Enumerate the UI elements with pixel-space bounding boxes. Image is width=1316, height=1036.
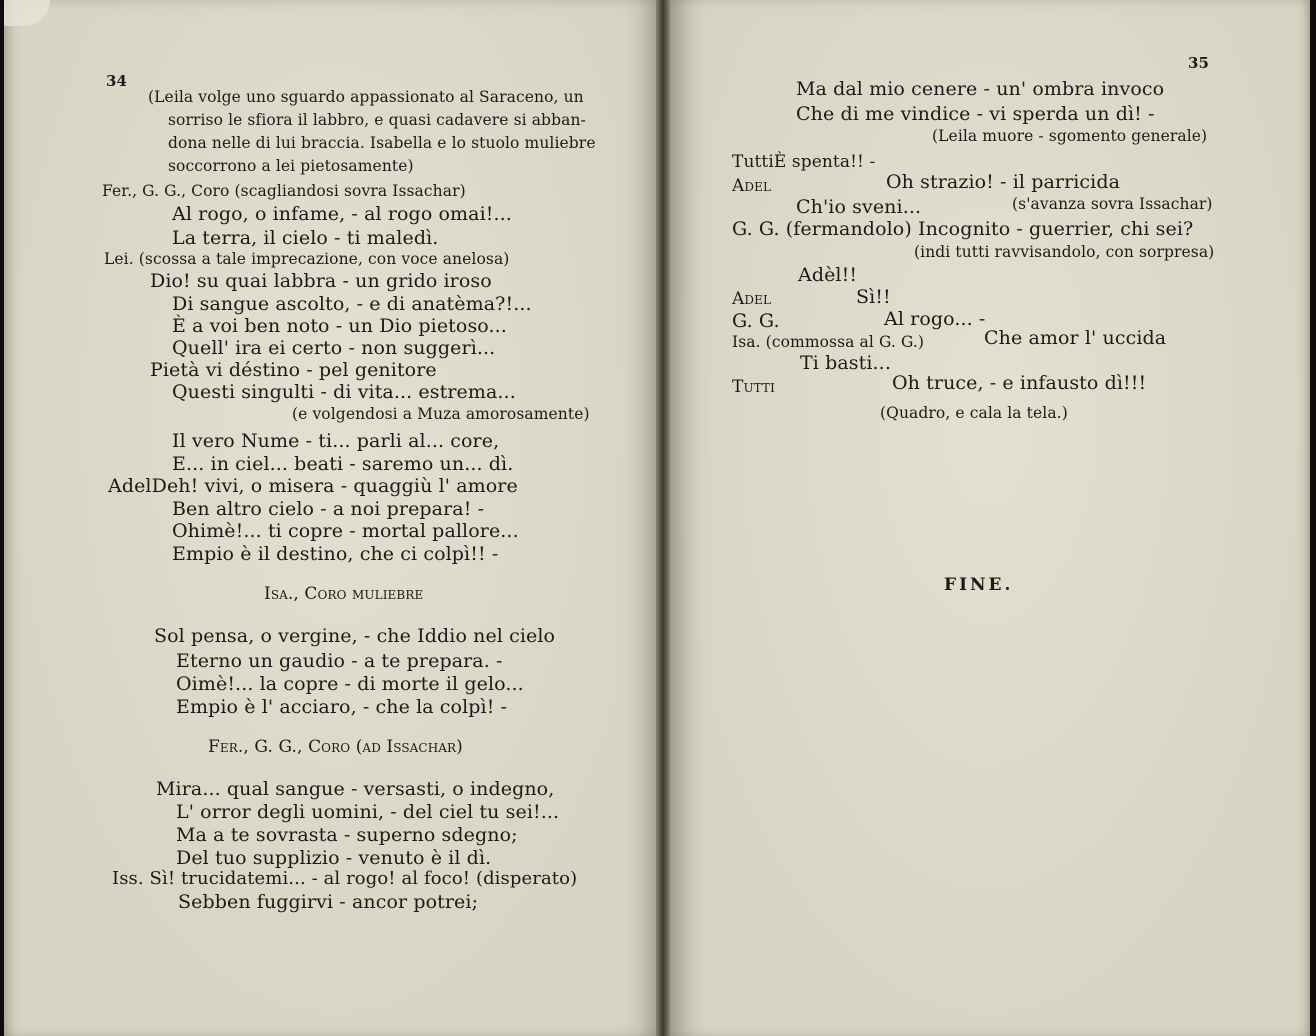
speaker-line: G. G. (fermandolo) Incognito - guerrier, chi sei? — [732, 218, 1194, 240]
verse-line: Sol pensa, o vergine, - che Iddio nel cielo — [154, 625, 556, 647]
verse-line: Sebben fuggirvi - ancor potrei; — [178, 891, 479, 913]
page-number-left: 34 — [106, 72, 128, 90]
verse-line: Dio! su quai labbra - un grido iroso — [150, 270, 492, 292]
verse-line: Oh truce, - e infausto dì!!! — [892, 372, 1147, 394]
speaker-name: Tutti — [732, 377, 775, 397]
stage-direction: (Leila muore - sgomento generale) — [932, 127, 1208, 145]
verse-line: Mira... qual sangue - versasti, o indegno, — [156, 778, 555, 800]
speaker-line: Iss. Sì! trucidatemi... - al rogo! al foco! (disperato) — [112, 868, 578, 889]
verse-line: Quell' ira ei certo - non suggerì... — [172, 337, 496, 359]
speaker-line: TuttiÈ spenta!! - — [732, 152, 876, 172]
stage-direction: (e volgendosi a Muza amorosamente) — [292, 405, 590, 423]
speaker-line: Isa. (commossa al G. G.) — [732, 333, 925, 351]
stage-direction: (Leila volge uno sguardo appassionato al Saraceno, un — [148, 88, 584, 106]
verse-line: E... in ciel... beati - saremo un... dì. — [172, 453, 514, 475]
folded-corner — [4, 0, 50, 26]
verse-line: Empio è il destino, che ci colpì!! - — [172, 543, 499, 565]
verse-line: Sì!! — [856, 286, 891, 308]
stage-direction: soccorrono a lei pietosamente) — [168, 157, 414, 175]
speaker-line: AdelDeh! vivi, o misera - quaggiù l' amore — [108, 475, 518, 497]
speaker-line: Lei. (scossa a tale imprecazione, con voce anelosa) — [104, 250, 510, 268]
verse-line: Al rogo... - — [884, 308, 986, 330]
verse-line: L' orror degli uomini, - del ciel tu sei!... — [176, 801, 560, 823]
book-gutter — [656, 0, 670, 1036]
verse-line: Che di me vindice - vi sperda un dì! - — [796, 103, 1155, 125]
page-number-right: 35 — [1188, 54, 1210, 72]
verse-line: Ben altro cielo - a noi prepara! - — [172, 498, 485, 520]
verse-line: Ohimè!... ti copre - mortal pallore... — [172, 520, 519, 542]
verse-line: Ti basti... — [800, 352, 891, 374]
verse-line: Al rogo, o infame, - al rogo omai!... — [172, 203, 512, 225]
speaker-line: Fer., G. G., Coro (scagliandosi sovra Issachar) — [102, 182, 466, 200]
verse-line: Adèl!! — [798, 264, 858, 286]
verse-line: Che amor l' uccida — [984, 327, 1167, 349]
verse-line: È a voi ben noto - un Dio pietoso... — [172, 315, 507, 337]
verse-line: Questi singulti - di vita... estrema... — [172, 381, 516, 403]
verse-line: La terra, il cielo - ti maledì. — [172, 227, 439, 249]
verse-line: Ma dal mio cenere - un' ombra invoco — [796, 78, 1165, 100]
section-heading: Isa., Coro muliebre — [264, 584, 424, 604]
verse-line: Del tuo supplizio - venuto è il dì. — [176, 847, 492, 869]
speaker-name: G. G. — [732, 310, 780, 332]
verse-line: Pietà vi déstino - pel genitore — [150, 359, 437, 381]
speaker-name: Adel — [732, 176, 772, 196]
verse-line: Oh strazio! - il parricida — [886, 171, 1121, 193]
section-heading: Fer., G. G., Coro (ad Issachar) — [208, 737, 463, 757]
stage-direction: sorriso le sfiora il labbro, e quasi cadavere si abban- — [168, 111, 586, 129]
stage-direction: (indi tutti ravvisandolo, con sorpresa) — [914, 243, 1215, 261]
verse-line: Ma a te sovrasta - superno sdegno; — [176, 824, 518, 846]
verse-line: Empio è l' acciaro, - che la colpì! - — [176, 696, 508, 718]
verse-line: Oimè!... la copre - di morte il gelo... — [176, 673, 524, 695]
stage-direction: dona nelle di lui braccia. Isabella e lo stuolo muliebre — [168, 134, 596, 152]
verse-line: Eterno un gaudio - a te prepara. - — [176, 650, 503, 672]
speaker-name: Adel — [732, 289, 772, 309]
verse-line: Il vero Nume - ti... parli al... core, — [172, 430, 500, 452]
stage-direction: (s'avanza sovra Issachar) — [1012, 195, 1213, 213]
stage-direction: (Quadro, e cala la tela.) — [880, 404, 1068, 422]
verse-line: Ch'io sveni... — [796, 196, 922, 218]
end-mark: FINE. — [944, 575, 1014, 595]
verse-line: Di sangue ascolto, - e di anatèma?!... — [172, 293, 532, 315]
